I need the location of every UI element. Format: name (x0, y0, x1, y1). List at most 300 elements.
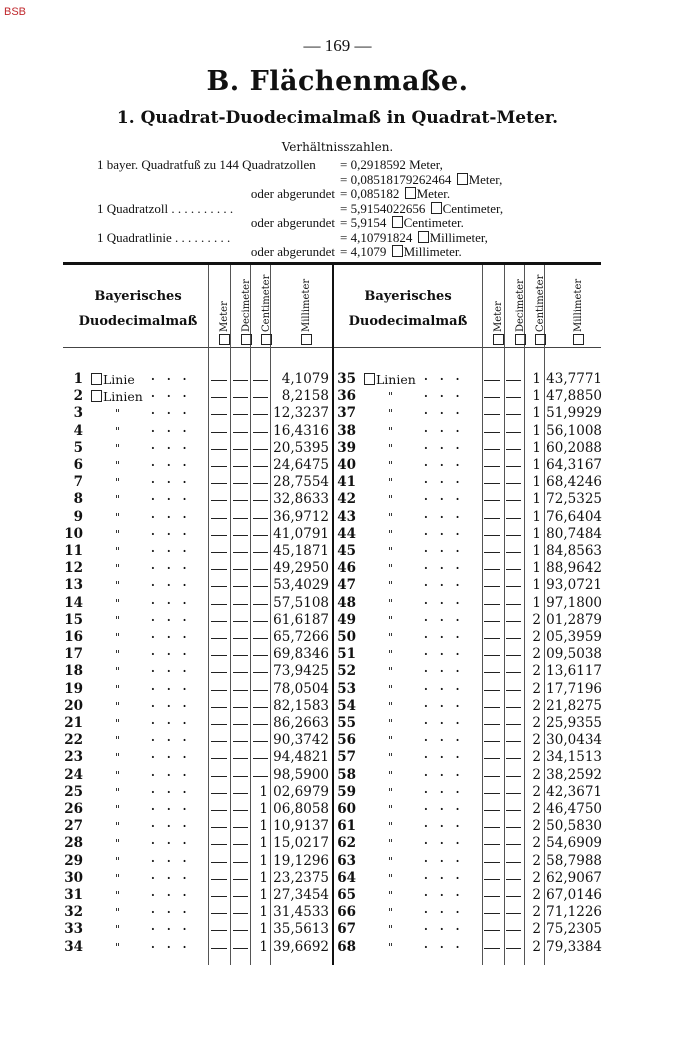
millimeter-value: 65,7266 (273, 629, 329, 645)
millimeter-value: 09,5038 (546, 646, 602, 663)
millimeter-value: 64,3167 (546, 457, 602, 473)
header-centimeter (251, 270, 271, 345)
ditto-mark: " (388, 545, 394, 558)
decimeter-dash (233, 380, 248, 381)
millimeter-value: 8,2158 (281, 388, 329, 405)
leader-dots: ··· (151, 768, 199, 782)
millimeter-value: 19,1296 (273, 852, 329, 869)
centimeter-value: 1 (259, 852, 268, 869)
table-row (63, 525, 333, 544)
leader-dots: ··· (151, 682, 199, 696)
table-row (63, 422, 333, 441)
meter-dash (484, 586, 500, 587)
ditto-mark: " (388, 407, 394, 421)
leader-dots: ··· (151, 373, 199, 386)
centimeter-dash (253, 672, 268, 673)
ratio-value (340, 157, 443, 172)
table-row (63, 404, 333, 423)
row-number: 30 (64, 869, 83, 886)
row-unit (362, 370, 416, 389)
millimeter-value: 24,6475 (273, 457, 329, 473)
meter-dash (484, 414, 500, 415)
leader-dots: ··· (151, 613, 199, 627)
row-number: 44 (337, 525, 356, 542)
ratio-number: = 0,2918592 Meter, (340, 157, 443, 172)
table-row (63, 370, 333, 389)
meter-dash (211, 380, 227, 381)
centimeter-value: 2 (532, 749, 541, 766)
centimeter-value: 2 (532, 697, 541, 714)
decimeter-dash (233, 449, 248, 450)
decimeter-dash (233, 569, 248, 570)
page-number: — 169 — (303, 36, 372, 55)
table-row (336, 662, 606, 681)
centimeter-value: 2 (532, 783, 541, 800)
centimeter-value: 2 (532, 680, 541, 697)
row-number: 47 (337, 577, 356, 594)
table-row (63, 886, 333, 905)
row-number: 10 (64, 525, 83, 542)
leader-dots: ··· (424, 631, 472, 644)
header-millimeter-right (563, 270, 583, 345)
leader-dots: ··· (151, 407, 199, 421)
decimeter-dash (506, 827, 521, 828)
decimeter-dash (233, 707, 248, 708)
decimeter-dash (506, 672, 521, 673)
row-number: 11 (64, 543, 83, 559)
millimeter-value: 38,2592 (546, 766, 602, 783)
centimeter-dash (253, 483, 268, 484)
decimeter-dash (506, 913, 521, 914)
millimeter-value: 02,6979 (273, 783, 329, 800)
meter-dash (211, 397, 227, 398)
ditto-mark: " (388, 871, 394, 885)
millimeter-value: 12,3237 (273, 405, 329, 422)
centimeter-value: 1 (532, 439, 541, 456)
centimeter-value: 1 (532, 508, 541, 525)
centimeter-value: 1 (532, 577, 541, 594)
decimeter-dash (506, 500, 521, 501)
leader-dots: ··· (424, 734, 472, 748)
millimeter-value: 34,1513 (546, 749, 602, 766)
header-centimeter-right (525, 270, 545, 345)
row-unit-label: Linien (376, 372, 416, 387)
table-row (336, 766, 606, 785)
leader-dots: ··· (424, 373, 472, 386)
table-row (336, 903, 606, 922)
millimeter-value: 61,6187 (273, 611, 329, 628)
centimeter-dash (253, 655, 268, 656)
ditto-mark: " (388, 648, 394, 662)
centimeter-value: 1 (532, 525, 541, 542)
row-number: 57 (337, 749, 356, 766)
ditto-mark: " (388, 424, 394, 438)
square-icon (405, 187, 416, 199)
meter-dash (484, 483, 500, 484)
table-row (63, 697, 333, 716)
ditto-mark: " (388, 820, 394, 834)
centimeter-dash (253, 466, 268, 467)
meter-dash (484, 621, 500, 622)
row-number: 63 (337, 852, 356, 869)
row-number: 29 (64, 852, 83, 869)
ratio-rounded-label: oder abgerundet (250, 244, 335, 259)
square-icon (573, 334, 584, 345)
row-number: 54 (337, 697, 356, 714)
row-number: 33 (64, 921, 83, 938)
table-row (336, 783, 606, 802)
leader-dots: ··· (424, 803, 472, 816)
ditto-mark: " (388, 510, 394, 524)
decimeter-dash (233, 414, 248, 415)
leader-dots: ··· (151, 923, 199, 937)
table-row (336, 628, 606, 647)
leader-dots: ··· (151, 854, 199, 868)
row-number: 56 (337, 732, 356, 749)
leader-dots: ··· (151, 820, 199, 834)
meter-dash (211, 655, 227, 656)
millimeter-value: 51,9929 (546, 405, 602, 422)
ditto-mark: " (388, 579, 394, 593)
ditto-mark: " (388, 803, 394, 816)
meter-dash (484, 604, 500, 605)
centimeter-value: 1 (259, 938, 268, 955)
decimeter-dash (233, 397, 248, 398)
leader-dots: ··· (424, 527, 472, 541)
row-number: 35 (337, 371, 356, 387)
millimeter-value: 98,5900 (273, 766, 329, 783)
decimeter-dash (233, 586, 248, 587)
decimeter-dash (506, 621, 521, 622)
millimeter-value: 21,8275 (546, 697, 602, 714)
ratio-value (340, 172, 502, 187)
centimeter-dash (253, 758, 268, 759)
row-number: 64 (337, 869, 356, 886)
meter-dash (484, 552, 500, 553)
millimeter-value: 49,2950 (273, 560, 329, 577)
ratio-unit: Meter. (416, 186, 451, 201)
table-row (336, 387, 606, 406)
meter-dash (211, 518, 227, 519)
decimeter-dash (506, 535, 521, 536)
meter-dash (484, 655, 500, 656)
centimeter-dash (253, 776, 268, 777)
ratio-number: = 4,10791824 (340, 229, 416, 245)
square-icon (457, 173, 468, 185)
row-number: 9 (73, 508, 83, 525)
row-number: 5 (73, 439, 83, 456)
decimeter-dash (233, 948, 248, 949)
table-row (336, 869, 606, 888)
leader-dots: ··· (151, 493, 199, 507)
millimeter-value: 79,3384 (546, 938, 602, 955)
row-number: 15 (64, 611, 83, 628)
meter-dash (484, 518, 500, 519)
row-number: 27 (64, 818, 83, 835)
ditto-mark: " (115, 648, 121, 662)
row-number: 21 (64, 715, 83, 731)
meter-dash (211, 466, 227, 467)
ditto-mark: " (388, 459, 394, 472)
table-row (336, 817, 606, 836)
centimeter-dash (253, 724, 268, 725)
row-number: 28 (64, 835, 83, 852)
ratio-number: = 5,9154 (340, 215, 390, 230)
header-millimeter-label: Millimeter (573, 278, 584, 332)
meter-dash (484, 449, 500, 450)
decimeter-dash (233, 690, 248, 691)
table-row (336, 439, 606, 458)
centimeter-value: 2 (532, 852, 541, 869)
table-row (63, 800, 333, 819)
centimeter-value: 1 (532, 457, 541, 473)
ditto-mark: " (388, 717, 394, 730)
centimeter-value: 1 (259, 835, 268, 852)
centimeter-dash (253, 397, 268, 398)
meter-dash (211, 776, 227, 777)
millimeter-value: 72,5325 (546, 491, 602, 508)
meter-dash (211, 500, 227, 501)
table-row (63, 387, 333, 406)
decimeter-dash (233, 810, 248, 811)
decimeter-dash (506, 518, 521, 519)
millimeter-value: 71,1226 (546, 904, 602, 921)
millimeter-value: 05,3959 (546, 629, 602, 645)
table-row (336, 594, 606, 613)
table-row (336, 938, 606, 957)
row-number: 40 (337, 457, 356, 473)
ditto-mark: " (115, 407, 121, 421)
table-row (63, 852, 333, 871)
ditto-mark: " (388, 940, 394, 954)
meter-dash (484, 862, 500, 863)
ditto-mark: " (115, 785, 121, 799)
centimeter-dash (253, 432, 268, 433)
meter-dash (484, 672, 500, 673)
millimeter-value: 35,5613 (273, 921, 329, 938)
row-number: 46 (337, 560, 356, 577)
table-row (336, 508, 606, 527)
decimeter-dash (233, 724, 248, 725)
row-number: 45 (337, 543, 356, 559)
meter-dash (211, 724, 227, 725)
decimeter-dash (506, 776, 521, 777)
ditto-mark: " (115, 699, 121, 713)
row-number: 38 (337, 422, 356, 439)
meter-dash (211, 707, 227, 708)
meter-dash (211, 758, 227, 759)
table-row (63, 662, 333, 681)
square-icon (301, 334, 312, 345)
ratio-value (340, 215, 464, 230)
row-number: 25 (64, 783, 83, 800)
row-number: 26 (64, 801, 83, 817)
row-number: 3 (73, 405, 83, 422)
centimeter-dash (253, 569, 268, 570)
square-icon (91, 390, 102, 402)
ratio-unit: Centimeter, (442, 200, 504, 216)
leader-dots: ··· (151, 940, 199, 954)
table-row (63, 731, 333, 750)
leader-dots: ··· (151, 510, 199, 524)
centimeter-value: 2 (532, 818, 541, 835)
ditto-mark: " (388, 854, 394, 868)
ditto-mark: " (115, 751, 121, 765)
meter-dash (484, 638, 500, 639)
leader-dots: ··· (151, 441, 199, 455)
table-row (63, 594, 333, 613)
millimeter-value: 16,4316 (273, 422, 329, 439)
decimeter-dash (506, 793, 521, 794)
right-header-label: Bayerisches Duodecimalmaß (348, 289, 468, 329)
centimeter-value: 2 (532, 904, 541, 921)
millimeter-value: 86,2663 (273, 715, 329, 731)
meter-dash (211, 638, 227, 639)
meter-dash (211, 862, 227, 863)
meter-dash (211, 948, 227, 949)
leader-dots: ··· (424, 940, 472, 954)
decimeter-dash (506, 397, 521, 398)
millimeter-value: 20,5395 (273, 439, 329, 456)
header-centimeter-label: Centimeter (535, 274, 546, 332)
row-unit-label: Linien (103, 389, 143, 405)
leader-dots: ··· (151, 699, 199, 713)
meter-dash (484, 810, 500, 811)
row-number: 22 (64, 732, 83, 749)
leader-dots: ··· (151, 717, 199, 730)
table-row (63, 748, 333, 767)
ratio-label: 1 Quadratlinie . . . . . . . . . (97, 229, 231, 245)
row-number: 34 (64, 938, 83, 955)
ratio-unit: Millimeter. (403, 244, 462, 259)
leader-dots: ··· (424, 476, 472, 490)
leader-dots: ··· (424, 751, 472, 765)
ditto-mark: " (115, 889, 121, 902)
centimeter-value: 1 (532, 388, 541, 405)
millimeter-value: 06,8058 (273, 801, 329, 817)
centimeter-dash (253, 500, 268, 501)
decimeter-dash (506, 810, 521, 811)
library-watermark: BSB (4, 6, 27, 18)
table-row (336, 473, 606, 492)
row-number: 2 (73, 388, 83, 405)
table-row (336, 800, 606, 819)
meter-dash (211, 690, 227, 691)
meter-dash (484, 466, 500, 467)
ratio-number: = 0,08518179262464 (340, 171, 455, 187)
centimeter-dash (253, 707, 268, 708)
ditto-mark: " (115, 768, 121, 782)
millimeter-value: 30,0434 (546, 732, 602, 749)
decimeter-dash (233, 535, 248, 536)
ditto-mark: " (388, 441, 394, 455)
row-number: 58 (337, 766, 356, 783)
millimeter-value: 25,9355 (546, 715, 602, 731)
table-row (336, 576, 606, 595)
centimeter-value: 1 (259, 869, 268, 886)
decimeter-dash (233, 655, 248, 656)
ditto-mark: " (115, 923, 121, 937)
row-number: 48 (337, 594, 356, 611)
leader-dots: ··· (424, 717, 472, 730)
decimeter-dash (233, 776, 248, 777)
ditto-mark: " (115, 596, 121, 610)
millimeter-value: 47,8850 (546, 388, 602, 405)
decimeter-dash (506, 844, 521, 845)
table-row (63, 473, 333, 492)
millimeter-value: 13,6117 (546, 663, 602, 680)
table-row (336, 697, 606, 716)
row-number: 18 (64, 663, 83, 680)
row-number: 4 (73, 422, 83, 439)
header-decimeter-right (505, 270, 525, 345)
row-number: 60 (337, 801, 356, 817)
square-icon (261, 334, 272, 345)
ditto-mark: " (388, 768, 394, 782)
leader-dots: ··· (151, 579, 199, 593)
centimeter-dash (253, 380, 268, 381)
row-number: 61 (337, 818, 356, 835)
row-number: 51 (337, 646, 356, 663)
millimeter-value: 84,8563 (546, 543, 602, 559)
row-number: 17 (64, 646, 83, 663)
ditto-mark: " (388, 493, 394, 507)
ratio-rounded-label: oder abgerundet (250, 186, 335, 201)
ditto-mark: " (115, 476, 121, 490)
leader-dots: ··· (424, 906, 472, 920)
leader-dots: ··· (424, 441, 472, 455)
leader-dots: ··· (424, 820, 472, 834)
centimeter-value: 2 (532, 938, 541, 955)
decimeter-dash (506, 879, 521, 880)
ditto-mark: " (388, 613, 394, 627)
millimeter-value: 53,4029 (273, 577, 329, 594)
decimeter-dash (506, 690, 521, 691)
leader-dots: ··· (424, 390, 472, 404)
square-icon (535, 334, 546, 345)
ratio-unit: Centimeter. (403, 215, 464, 230)
table-row (336, 834, 606, 853)
table-row (63, 576, 333, 595)
leader-dots: ··· (151, 545, 199, 558)
meter-dash (211, 449, 227, 450)
table-row (336, 611, 606, 630)
decimeter-dash (233, 518, 248, 519)
meter-dash (211, 896, 227, 897)
leader-dots: ··· (424, 459, 472, 472)
row-number: 67 (337, 921, 356, 938)
meter-dash (484, 724, 500, 725)
leader-dots: ··· (424, 871, 472, 885)
millimeter-value: 76,6404 (546, 508, 602, 525)
ditto-mark: " (115, 906, 121, 920)
decimeter-dash (506, 896, 521, 897)
meter-dash (211, 604, 227, 605)
centimeter-dash (253, 535, 268, 536)
millimeter-value: 23,2375 (273, 869, 329, 886)
row-number: 6 (73, 457, 83, 473)
centimeter-value: 1 (259, 801, 268, 817)
row-number: 24 (64, 766, 83, 783)
table-row (336, 490, 606, 509)
square-icon (418, 231, 429, 243)
ratio-value (340, 201, 503, 216)
leader-dots: ··· (151, 871, 199, 885)
meter-dash (484, 432, 500, 433)
row-number: 37 (337, 405, 356, 422)
row-number: 42 (337, 491, 356, 508)
meter-dash (484, 776, 500, 777)
